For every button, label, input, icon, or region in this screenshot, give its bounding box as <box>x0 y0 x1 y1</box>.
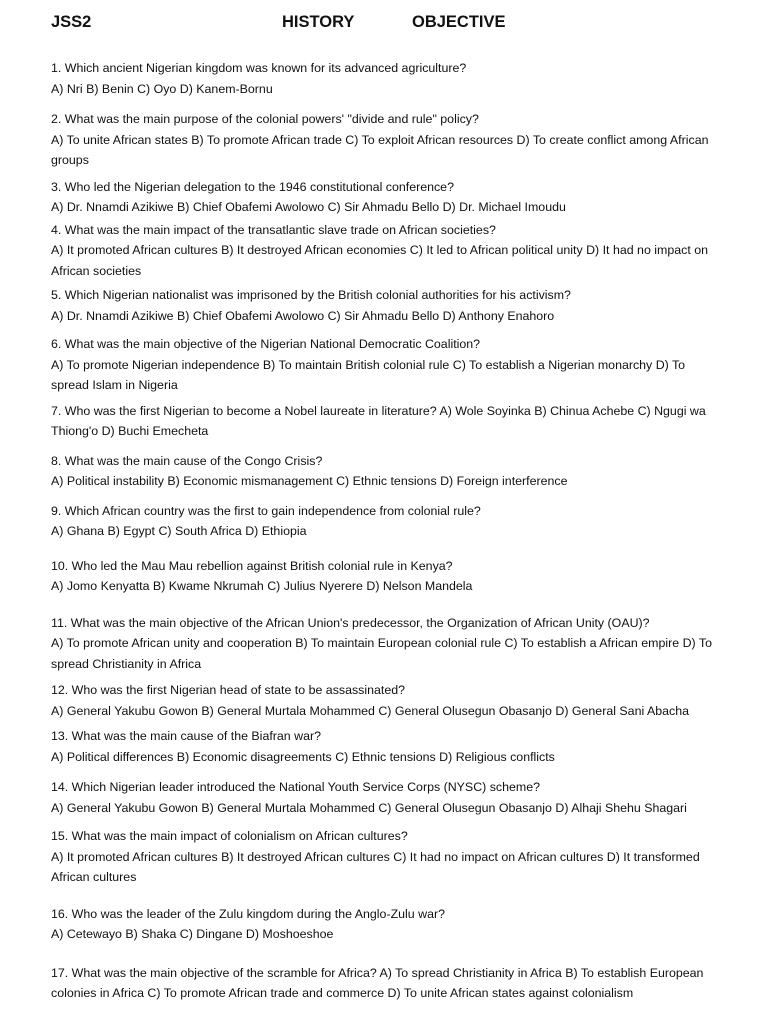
answer-options: A) Ghana B) Egypt C) South Africa D) Ethiopia <box>51 524 307 538</box>
question-list <box>51 58 721 1004</box>
answer-options: A) Political differences B) Economic disagreements C) Ethnic tensions D) Religious conflicts <box>51 749 555 764</box>
answer-options: A) It promoted African cultures B) It destroyed African cultures C) It had no impact on African cultures D) It transformed African cultures <box>51 849 700 884</box>
question-text: 6. What was the main objective of the Nigerian National Democratic Coalition? <box>51 337 481 351</box>
question-item <box>51 177 721 218</box>
question-text: 5. Which Nigerian nationalist was imprisoned by the British colonial authorities for his activism? <box>51 288 571 302</box>
question-text: 9. Which African country was the first to gain independence from colonial rule? <box>51 503 481 518</box>
question-item <box>51 58 721 99</box>
question-item <box>51 220 721 282</box>
question-text: 12. Who was the first Nigerian head of state to be assassinated? <box>51 683 406 697</box>
subject-title: HISTORY <box>282 13 355 31</box>
question-item <box>51 109 721 171</box>
question-item <box>51 285 721 326</box>
question-item <box>51 556 721 597</box>
class-label: JSS2 <box>51 13 92 31</box>
answer-options: A) General Yakubu Gowon B) General Murtala Mohammed C) General Olusegun Obasanjo D) Alhaji Shehu Shagari <box>51 800 687 815</box>
document-header <box>0 13 768 37</box>
question-text: 16. Who was the leader of the Zulu kingdom during the Anglo-Zulu war? <box>51 906 445 921</box>
question-item <box>51 680 721 721</box>
answer-options: A) Cetewayo B) Shaka C) Dingane D) Moshoeshoe <box>51 927 334 941</box>
question-text: 3. Who led the Nigerian delegation to the 1946 constitutional conference? <box>51 179 454 194</box>
question-text: 11. What was the main objective of the African Union's predecessor, the Organization of African Unity (OAU)? <box>51 615 650 630</box>
answer-options: A) General Yakubu Gowon B) General Murtala Mohammed C) General Olusegun Obasanjo D) General Sani Abacha <box>51 703 689 718</box>
question-text: 14. Which Nigerian leader introduced the National Youth Service Corps (NYSC) scheme? <box>51 780 540 794</box>
question-text: 4. What was the main impact of the transatlantic slave trade on African societies? <box>51 222 496 237</box>
question-text: 7. Who was the first Nigerian to become a Nobel laureate in literature? A) Wole Soyinka B) Chinua Achebe C) Ngugi wa Thiong'o D) Buchi Emecheta <box>51 403 706 438</box>
exam-type-label: OBJECTIVE <box>412 13 506 31</box>
question-text: 17. What was the main objective of the scramble for Africa? A) To spread Christianity in Africa B) To establish European colonies in Africa C) To promote African trade and commerce D) To unite African states against colonialism <box>51 965 704 1000</box>
question-text: 13. What was the main cause of the Biafran war? <box>51 729 321 743</box>
question-text: 15. What was the main impact of colonialism on African cultures? <box>51 829 408 843</box>
question-text: 2. What was the main purpose of the colonial powers' "divide and rule" policy? <box>51 112 479 126</box>
question-item <box>51 963 721 1004</box>
question-item <box>51 904 721 945</box>
answer-options: A) Dr. Nnamdi Azikiwe B) Chief Obafemi Awolowo C) Sir Ahmadu Bello D) Dr. Michael Imoudu <box>51 200 566 214</box>
question-item <box>51 334 721 396</box>
question-item <box>51 726 721 767</box>
question-item <box>51 501 721 542</box>
answer-options: A) Jomo Kenyatta B) Kwame Nkrumah C) Julius Nyerere D) Nelson Mandela <box>51 579 473 593</box>
question-item <box>51 401 721 442</box>
question-item <box>51 613 721 675</box>
question-item <box>51 451 721 492</box>
question-text: 8. What was the main cause of the Congo Crisis? <box>51 453 323 468</box>
answer-options: A) To unite African states B) To promote African trade C) To exploit African resources D) To create conflict among African groups <box>51 132 709 167</box>
answer-options: A) Political instability B) Economic mismanagement C) Ethnic tensions D) Foreign interference <box>51 474 568 488</box>
answer-options: A) Nri B) Benin C) Oyo D) Kanem-Bornu <box>51 81 273 96</box>
answer-options: A) To promote African unity and cooperation B) To maintain European colonial rule C) To establish a African empire D) To spread Christianity in Africa <box>51 636 712 671</box>
answer-options: A) It promoted African cultures B) It destroyed African economies C) It led to African political unity D) It had no impact on African societies <box>51 243 709 278</box>
question-item <box>51 826 721 888</box>
answer-options: A) To promote Nigerian independence B) To maintain British colonial rule C) To establish a Nigerian monarchy D) To spread Islam in Nigeria <box>51 357 686 392</box>
answer-options: A) Dr. Nnamdi Azikiwe B) Chief Obafemi Awolowo C) Sir Ahmadu Bello D) Anthony Enahoro <box>51 308 555 323</box>
question-item <box>51 777 721 818</box>
question-text: 10. Who led the Mau Mau rebellion against British colonial rule in Kenya? <box>51 558 453 573</box>
question-text: 1. Which ancient Nigerian kingdom was known for its advanced agriculture? <box>51 61 467 75</box>
